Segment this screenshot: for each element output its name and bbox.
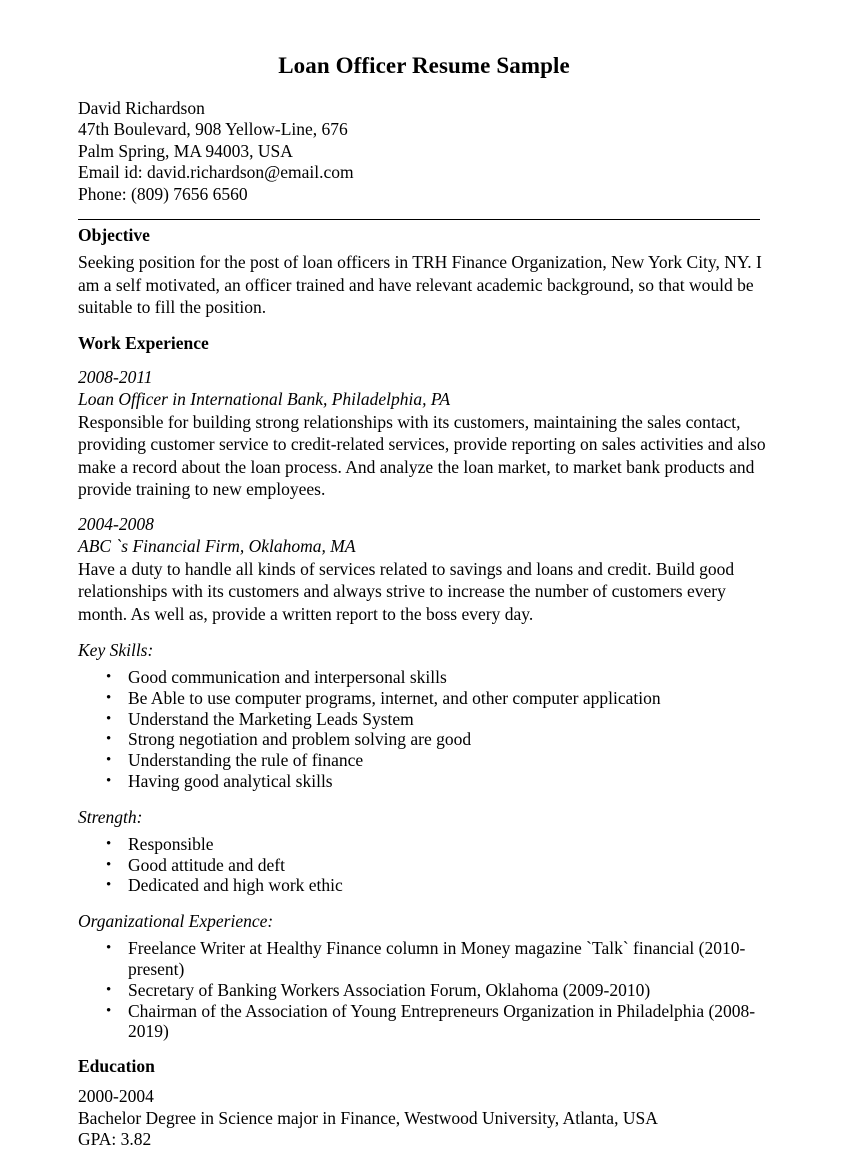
list-item: • Good communication and interpersonal skills — [78, 667, 770, 688]
candidate-name: David Richardson — [78, 97, 205, 118]
subheading-strength: Strength: — [78, 806, 143, 827]
education-dates: 2000-2004 — [78, 1086, 154, 1107]
header-divider — [78, 219, 760, 220]
job-description: Have a duty to handle all kinds of services related to savings and loans and credit. Build good relationships with its customers and always strive to increase the number of customers every month. As well as, provide a written report to the boss every day. — [78, 558, 735, 624]
page-title: Loan Officer Resume Sample — [278, 53, 570, 78]
job-entry — [78, 513, 770, 626]
job-title: Loan Officer in International Bank, Philadelphia, PA — [78, 389, 451, 410]
list-item: • Strong negotiation and problem solving are good — [78, 729, 770, 750]
subheading-organizational-experience: Organizational Experience: — [78, 911, 274, 932]
job-description: Responsible for building strong relationships with its customers, maintaining the sales contact, providing customer service to credit-related services, provide reporting on sales activities and also make a record about the loan process. And analyze the loan market, to market bank products and provide training to new employees. — [78, 411, 766, 500]
list-item: • Be Able to use computer programs, internet, and other computer application — [78, 688, 770, 709]
list-item: • Responsible — [78, 834, 770, 855]
section-heading-education: Education — [78, 1056, 155, 1077]
list-item: • Secretary of Banking Workers Association Forum, Oklahoma (2009-2010) — [78, 980, 770, 1001]
list-item: • Chairman of the Association of Young Entrepreneurs Organization in Philadelphia (2008-2019) — [78, 1001, 770, 1043]
strength-list — [78, 834, 770, 896]
education-gpa: GPA: 3.82 — [78, 1129, 152, 1150]
job-dates: 2008-2011 — [78, 366, 153, 387]
key-skills-list — [78, 667, 770, 792]
list-item: • Freelance Writer at Healthy Finance column in Money magazine `Talk` financial (2010-present) — [78, 938, 770, 980]
address-line-1: 47th Boulevard, 908 Yellow-Line, 676 — [78, 119, 348, 140]
section-heading-work-experience: Work Experience — [78, 332, 209, 353]
phone-line: Phone: (809) 7656 6560 — [78, 183, 248, 204]
contact-block — [78, 98, 770, 206]
job-title: ABC `s Financial Firm, Oklahoma, MA — [78, 536, 356, 557]
list-item: • Having good analytical skills — [78, 771, 770, 792]
list-item: • Understand the Marketing Leads System — [78, 709, 770, 730]
list-item: • Understanding the rule of finance — [78, 750, 770, 771]
section-heading-objective: Objective — [78, 225, 150, 246]
job-entry — [78, 366, 770, 501]
subheading-key-skills: Key Skills: — [78, 640, 154, 661]
email-line: Email id: david.richardson@email.com — [78, 162, 354, 183]
list-item: • Good attitude and deft — [78, 855, 770, 876]
organizational-experience-list — [78, 938, 770, 1042]
objective-text: Seeking position for the post of loan officers in TRH Finance Organization, New York City, NY. I am a self motivated, an officer trained and have relevant academic background, so that would be suitable to fill the position. — [78, 252, 762, 318]
list-item: • Dedicated and high work ethic — [78, 875, 770, 896]
resume-content — [78, 0, 770, 1151]
job-dates: 2004-2008 — [78, 513, 154, 534]
address-line-2: Palm Spring, MA 94003, USA — [78, 140, 293, 161]
education-degree: Bachelor Degree in Science major in Finance, Westwood University, Atlanta, USA — [78, 1107, 658, 1128]
education-block — [78, 1086, 770, 1151]
